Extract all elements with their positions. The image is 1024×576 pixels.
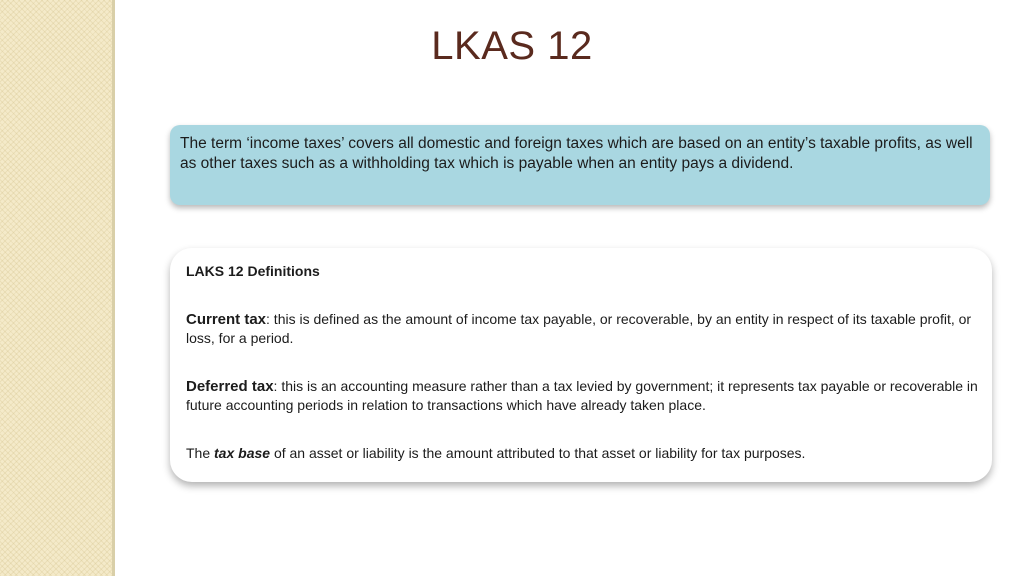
definition-current-tax — [186, 310, 980, 347]
term-tax-base: tax base — [214, 445, 271, 461]
definition-deferred-tax-text: : this is an accounting measure rather than a tax levied by government; it represents tax payable or recoverable in future accounting periods in relation to transactions which have already taken place. — [186, 378, 978, 413]
term-deferred-tax: Deferred tax — [186, 378, 274, 395]
intro-callout-box — [170, 125, 990, 205]
definitions-box — [170, 248, 992, 482]
intro-text: The term ‘income taxes’ covers all domestic and foreign taxes which are based on an entity’s taxable profits, as well as other taxes such as a withholding tax which is payable when an entity pays a dividend. — [180, 135, 973, 172]
definition-current-tax-text: : this is defined as the amount of income tax payable, or recoverable, by an entity in respect of its taxable profit, or loss, for a period. — [186, 311, 972, 346]
side-strip-edge — [112, 0, 115, 576]
definition-tax-base — [186, 444, 980, 462]
definition-tax-base-prefix: The — [186, 445, 215, 461]
definition-tax-base-text: of an asset or liability is the amount attributed to that asset or liability for tax purposes. — [270, 445, 806, 461]
definition-deferred-tax — [186, 377, 980, 414]
term-current-tax: Current tax — [186, 311, 267, 328]
slide-title: LKAS 12 — [431, 24, 593, 68]
definitions-heading: LAKS 12 Definitions — [186, 263, 320, 279]
decorative-side-strip — [0, 0, 112, 576]
